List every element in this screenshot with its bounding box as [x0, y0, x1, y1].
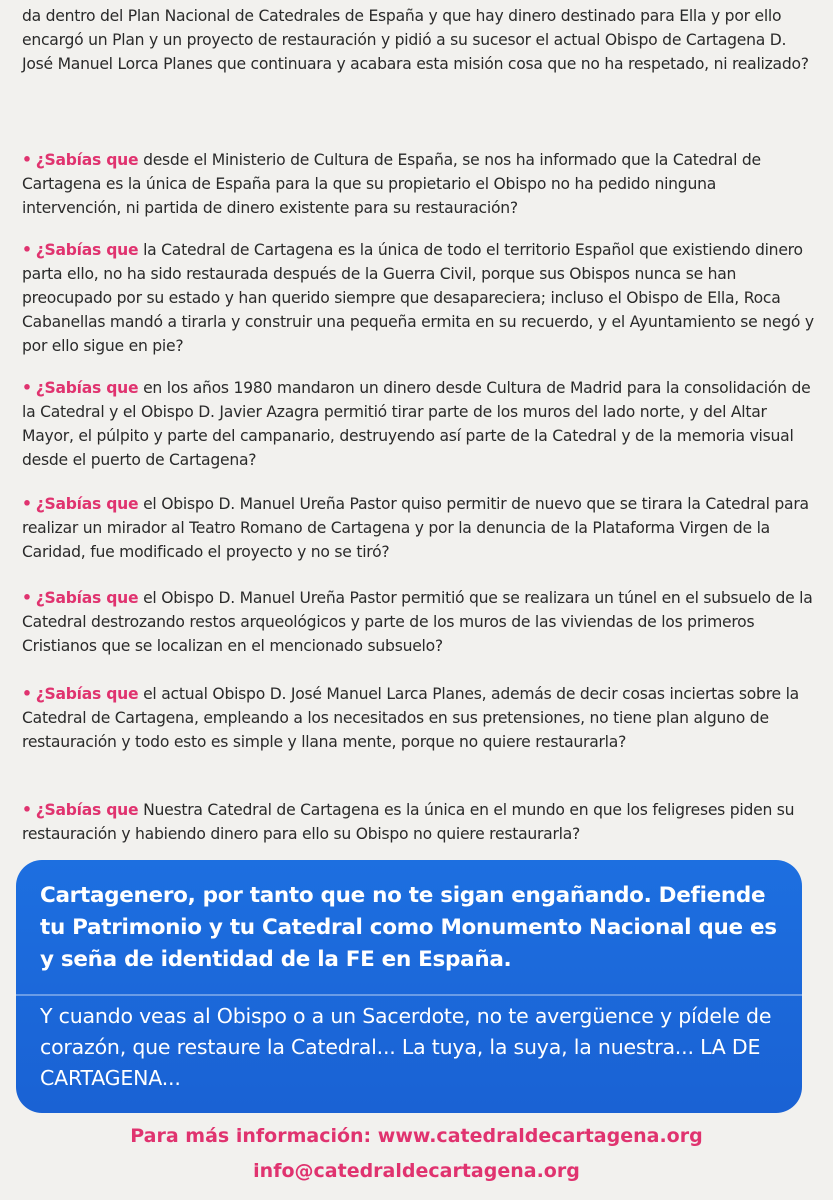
- paragraph-text: Nuestra Catedral de Cartagena es la única en el mundo en que los feligreses piden su restauración y habiendo dinero para ello su Obispo no quiere restaurarla?: [22, 801, 795, 843]
- callout-headline: Cartagenero, por tanto que no te sigan engañando. Defiende tu Patrimonio y tu Catedral como Monumento Nacional que es y seña de identidad de la FE en España.: [40, 883, 777, 972]
- paragraph-text: el Obispo D. Manuel Ureña Pastor permitió que se realizara un túnel en el subsuelo de la Catedral destrozando restos arqueológicos y parte de los muros de las viviendas de los primeros Cristianos que se localizan en el mencionado subsuelo?: [22, 589, 813, 655]
- paragraph-text: en los años 1980 mandaron un dinero desde Cultura de Madrid para la consolidación de la Catedral y el Obispo D. Javier Azagra permitió tirar parte de los muros del lado norte, y del Altar Mayor, el púlpito y parte del campanario, destruyendo así parte de la Catedral y de la memoria visual desde el puerto de Cartagena?: [22, 379, 811, 469]
- paragraph-lead: ¿Sabías que: [35, 495, 139, 513]
- paragraph-ministerio: [22, 148, 814, 220]
- paragraph-lead: ¿Sabías que: [35, 241, 139, 259]
- footer-info-line: Para más información: www.catedraldecartagena.org: [130, 1125, 703, 1147]
- callout-body: Y cuando veas al Obispo o a un Sacerdote, no te avergüence y pídele de corazón, que restaure la Catedral... La tuya, la suya, la nuestra... LA DE CARTAGENA...: [40, 1004, 772, 1090]
- bullet-icon: •: [22, 685, 32, 703]
- callout-box: [16, 860, 802, 1113]
- paragraph-tunel: [22, 586, 814, 658]
- paragraph-text: el Obispo D. Manuel Ureña Pastor quiso permitir de nuevo que se tirara la Catedral para realizar un mirador al Teatro Romano de Cartagena y por la denuncia de la Plataforma Virgen de la Caridad, fue modificado el proyecto y no se tiró?: [22, 495, 809, 561]
- paragraph-lead: ¿Sabías que: [35, 801, 139, 819]
- paragraph-text: desde el Ministerio de Cultura de España, se nos ha informado que la Catedral de Cartagena es la única de España para la que su propietario el Obispo no ha pedido ninguna intervención, ni partida de dinero existente para su restauración?: [22, 151, 761, 217]
- paragraph-lead: ¿Sabías que: [35, 685, 139, 703]
- paragraph-lead: ¿Sabías que: [35, 379, 139, 397]
- paragraph-text: la Catedral de Cartagena es la única de todo el territorio Español que existiendo dinero parta ello, no ha sido restaurada después de la Guerra Civil, porque sus Obispos nunca se han preocupado por su estado y han querido siempre que desapareciera; incluso el Obispo de Ella, Roca Cabanellas mandó a tirarla y construir una pequeña ermita en su recuerdo, y el Ayuntamiento se negó y por ello sigue en pie?: [22, 241, 814, 355]
- bullet-icon: •: [22, 801, 32, 819]
- bullet-icon: •: [22, 151, 32, 169]
- paragraph-lead: ¿Sabías que: [35, 589, 139, 607]
- paragraph-unica-mundo: [22, 798, 814, 846]
- paragraph-anos-1980: [22, 376, 814, 472]
- bullet-icon: •: [22, 241, 32, 259]
- paragraph-text: da dentro del Plan Nacional de Catedrales de España y que hay dinero destinado para Ella y por ello encargó un Plan y un proyecto de restauración y pidió a su sucesor el actual Obispo de Cartagena D. José Manuel Lorca Planes que continuara y acabara esta misión cosa que no ha respetado, ni realizado?: [22, 7, 809, 73]
- paragraph-lead: ¿Sabías que: [35, 151, 139, 169]
- paragraph-text: el actual Obispo D. José Manuel Larca Planes, además de decir cosas inciertas sobre la Catedral de Cartagena, empleando a los necesitados en sus pretensiones, no tiene plan alguno de restauración y todo esto es simple y llana mente, porque no quiere restaurarla?: [22, 685, 799, 751]
- bullet-icon: •: [22, 379, 32, 397]
- paragraph-mirador: [22, 492, 814, 564]
- bullet-icon: •: [22, 495, 32, 513]
- paragraph-intro: [22, 4, 814, 76]
- paragraph-obispo-actual: [22, 682, 814, 754]
- paragraph-guerra-civil: [22, 238, 814, 358]
- callout-divider: [16, 994, 802, 996]
- bullet-icon: •: [22, 589, 32, 607]
- footer-email: info@catedraldecartagena.org: [253, 1160, 580, 1182]
